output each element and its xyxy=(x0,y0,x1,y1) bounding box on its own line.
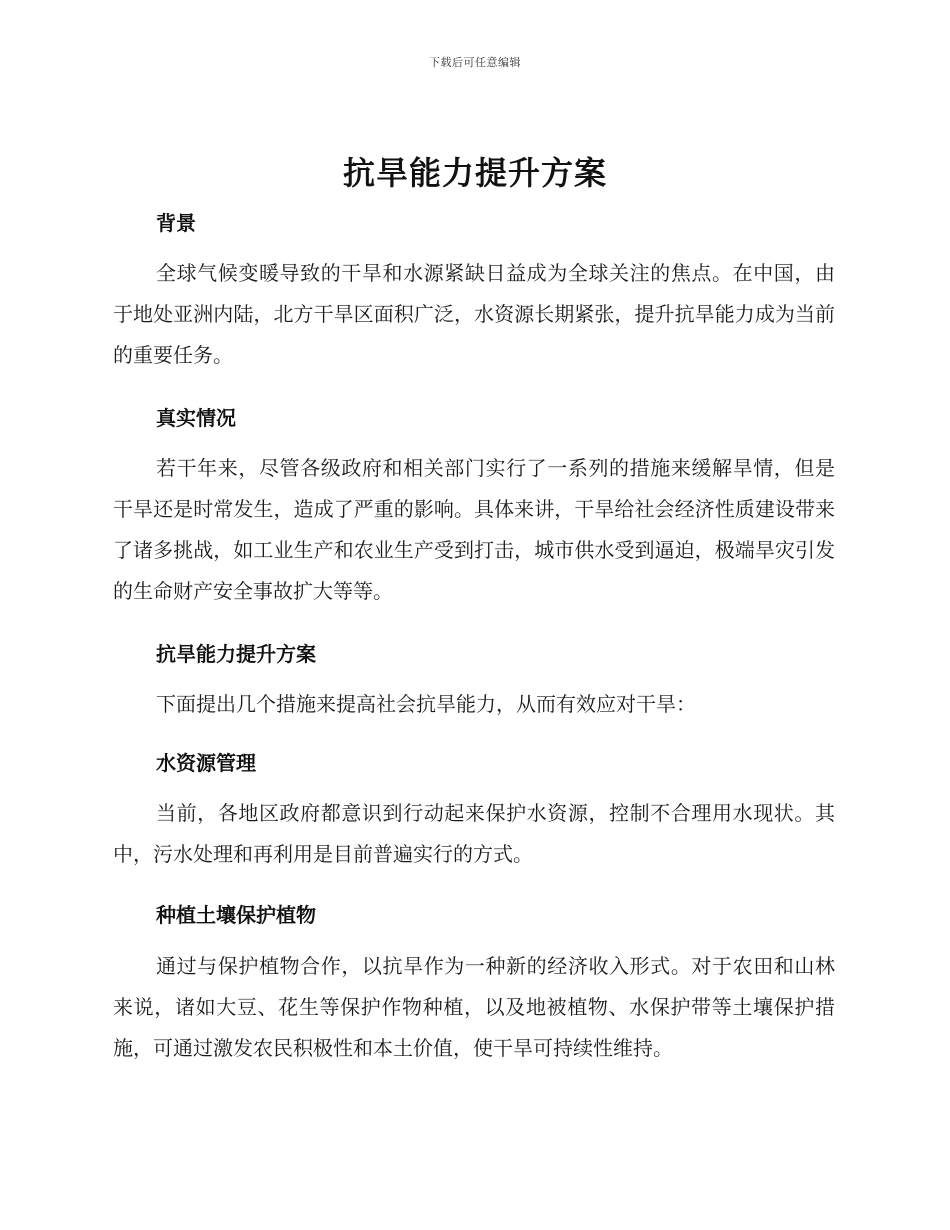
section-heading-situation: 真实情况 xyxy=(156,406,236,430)
section-paragraph-plan: 下面提出几个措施来提高社会抗旱能力，从而有效应对干旱： xyxy=(156,692,696,716)
section-heading-soil-protection: 种植土壤保护植物 xyxy=(156,903,316,927)
section-paragraph-situation: 若干年来，尽管各级政府和相关部门实行了一系列的措施来缓解旱情，但是干旱还是时常发生，造成了严重的影响。具体来讲，干旱给社会经济性质建设带来了诸多挑战，如工业生产和农业生产受到打击，城市供水受到逼迫，极端旱灾引发的生命财产安全事故扩大等等。 xyxy=(113,456,835,603)
section-heading-water-management: 水资源管理 xyxy=(156,751,256,775)
header-note: 下载后可任意编辑 xyxy=(429,56,521,69)
document-title: 抗旱能力提升方案 xyxy=(342,154,607,192)
section-paragraph-soil-protection: 通过与保护植物合作，以抗旱作为一种新的经济收入形式。对于农田和山林来说，诸如大豆、花生等保护作物种植，以及地被植物、水保护带等土壤保护措施，可通过激发农民积极性和本土价值，使干旱可持续性维持。 xyxy=(113,954,835,1060)
section-paragraph-water-management: 当前，各地区政府都意识到行动起来保护水资源，控制不合理用水现状。其中，污水处理和再利用是目前普遍实行的方式。 xyxy=(113,801,835,866)
section-paragraph-background: 全球气候变暖导致的干旱和水源紧缺日益成为全球关注的焦点。在中国，由于地处亚洲内陆，北方干旱区面积广泛，水资源长期紧张，提升抗旱能力成为当前的重要任务。 xyxy=(113,261,835,367)
section-heading-background: 背景 xyxy=(156,211,196,235)
section-heading-plan: 抗旱能力提升方案 xyxy=(156,642,316,666)
